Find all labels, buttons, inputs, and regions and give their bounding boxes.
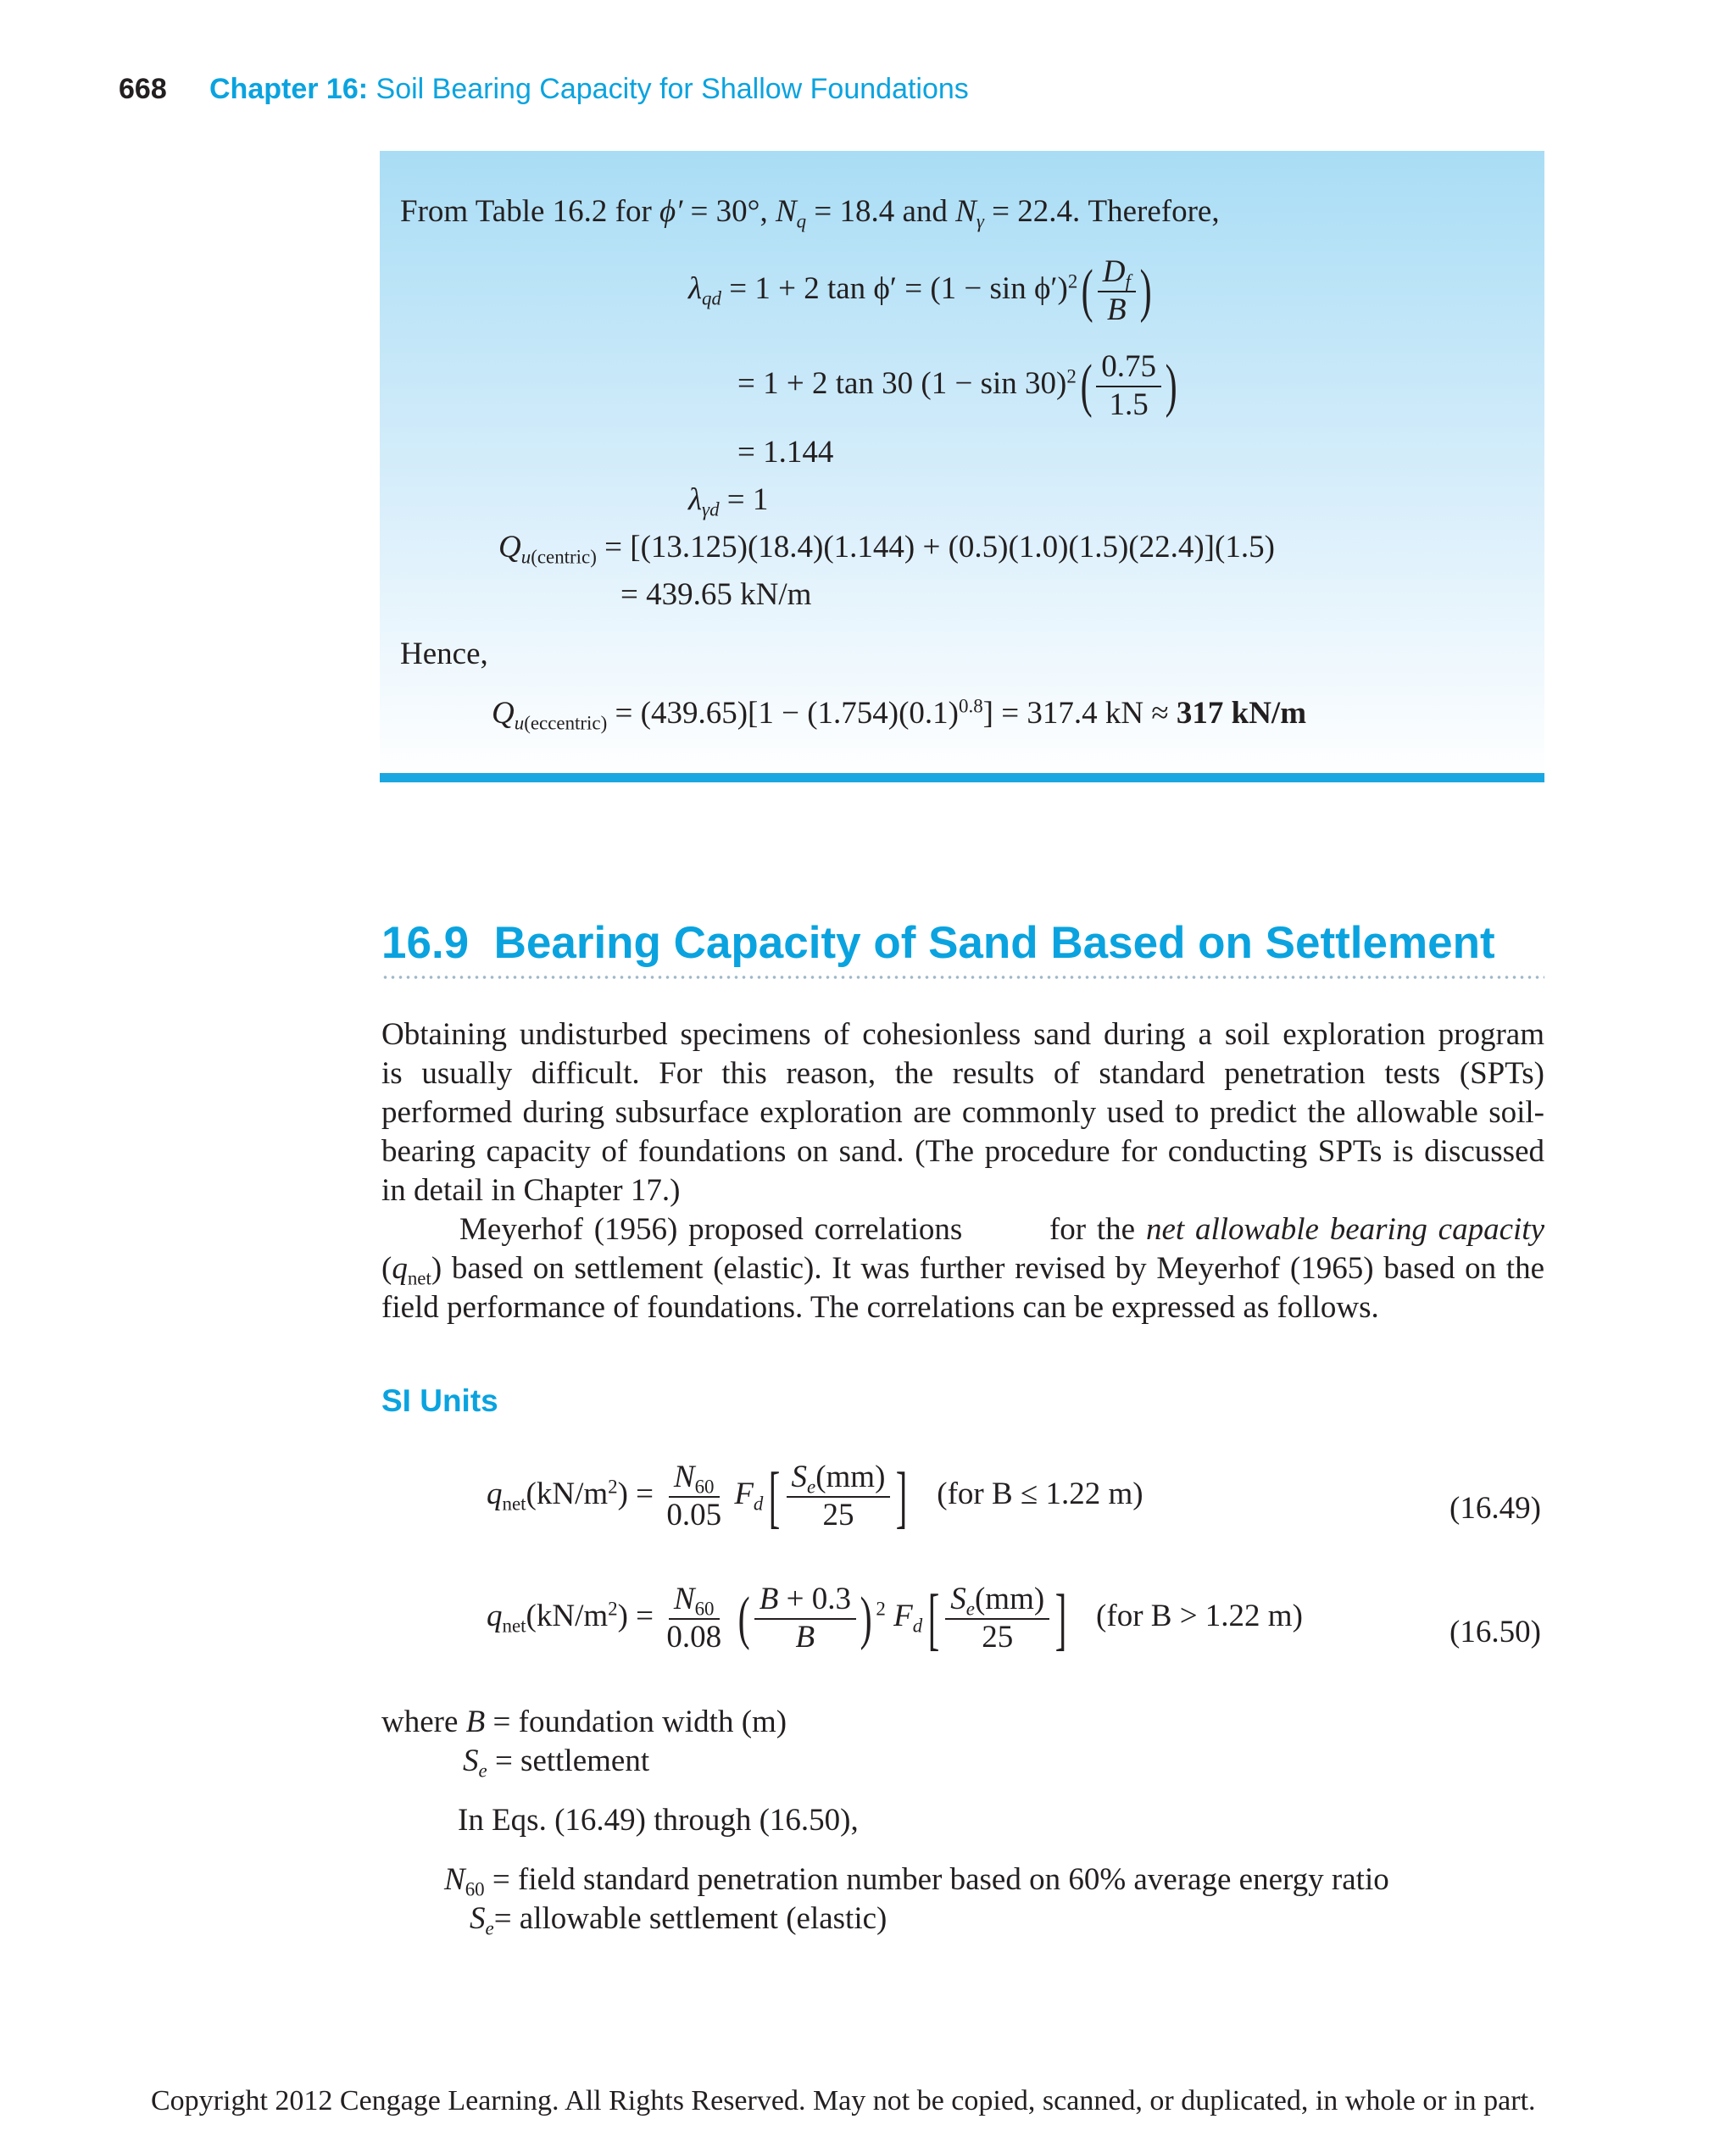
section-title: 16.9 Bearing Capacity of Sand Based on Settlement	[381, 918, 1495, 968]
copyright-footer: Copyright 2012 Cengage Learning. All Rights Reserved. May not be copied, scanned, or duplicated, in whole or in part.	[151, 2085, 1536, 2116]
equation-16-50: $q_{net}(kN/m^2)$ = $\frac{N_{60}}{0.08}$ ( $\frac{B + 0.3}{B}$ ) $^2$ $F_d$[ $\frac{S_e(mm)}{25}$ ] (for B > 1.22 m)	[487, 1579, 1303, 1657]
lambda-yd-equation: $\lambda_{\gamma d} = 1$	[688, 482, 769, 520]
paragraph-2: Meyerhof (1956) proposed correlations for the net allowable bearing capacity $(q_{net})$ based on settlement (elastic). It was further revised by Meyerhof (1965) based on the field performance of foundations. The correlations can be expressed as follows.	[381, 1212, 1544, 1325]
si-units-heading: SI Units	[381, 1383, 498, 1418]
qu-centric-equation: $Q_{u(centric)} = [(13.125)(18.4)(1.144) + (0.5)(1.0)(1.5)(22.4)](1.5)$	[498, 530, 1275, 568]
paragraph-1: Obtaining undisturbed specimens of cohesionless sand during a soil exploration program is usually difficult. For this reason, the results of standard penetration tests (SPTs) performed during subsurface exploration are commonly used to predict the allowable soil- bearing capacity of foundations on sand. (The procedure for conducting SPTs is discussed in detail in Chapter 17.)	[381, 1017, 1544, 1208]
lambda-qd-step2: = 1 + 2 tan 30 $(1 - \sin 30)^2$( $\frac{0.75}{1.5}$ )	[737, 349, 1177, 422]
qu-centric-result: = 439.65 kN/m	[620, 577, 812, 612]
in-eqs-text: In Eqs. (16.49) through (16.50),	[458, 1803, 859, 1838]
equation-16-49: $q_{net}(kN/m^2)$ = $\frac{N_{60}}{0.05}$ $F_d$[ $\frac{S_e(mm)}{25}$ ] (for B ≤ 1.22 m)	[487, 1457, 1143, 1535]
where-se-definition: $S_e$ = settlement	[463, 1744, 650, 1782]
chapter-header	[209, 73, 969, 106]
eq-16-49-condition: (for B ≤ 1.22 m)	[937, 1477, 1143, 1512]
n60-definition: $N_{60}$ = field standard penetration number based on 60% average energy ratio	[444, 1862, 1389, 1900]
chapter-title: Soil Bearing Capacity for Shallow Foundations	[376, 73, 969, 105]
eq-16-50-condition: (for B > 1.22 m)	[1096, 1599, 1303, 1634]
final-answer: 317 kN/m	[1176, 696, 1307, 731]
example-box	[380, 151, 1544, 780]
chapter-label: Chapter 16:	[209, 73, 369, 105]
example-intro: From Table 16.2 for ϕ′ = 30°, $N_q = 18.4$ and $N_\gamma = 22.4$. Therefore,	[400, 194, 1220, 232]
section-dotted-rule	[381, 975, 1544, 980]
se-allowable-definition: $S_e=$ allowable settlement (elastic)	[470, 1901, 887, 1939]
lambda-qd-result: = 1.144	[737, 435, 834, 470]
hence-text: Hence,	[400, 637, 488, 671]
example-box-rule	[380, 773, 1544, 782]
equation-number-16-50: (16.50)	[1449, 1615, 1541, 1649]
page-number: 668	[119, 73, 167, 105]
equation-number-16-49: (16.49)	[1449, 1491, 1541, 1526]
where-b-definition: where B = foundation width (m)	[381, 1705, 787, 1739]
qu-eccentric-equation: $Q_{u(eccentric)} = (439.65)[1 - (1.754)(0.1)^{0.8}] = 317.4$ kN ≈ 317 kN/m	[492, 695, 1307, 734]
lambda-qd-equation: $\lambda_{qd} = 1 + 2$ $\tan \phi' = (1 - \sin \phi')^2$( $\frac{D_f}{B}$ )	[688, 254, 1152, 327]
